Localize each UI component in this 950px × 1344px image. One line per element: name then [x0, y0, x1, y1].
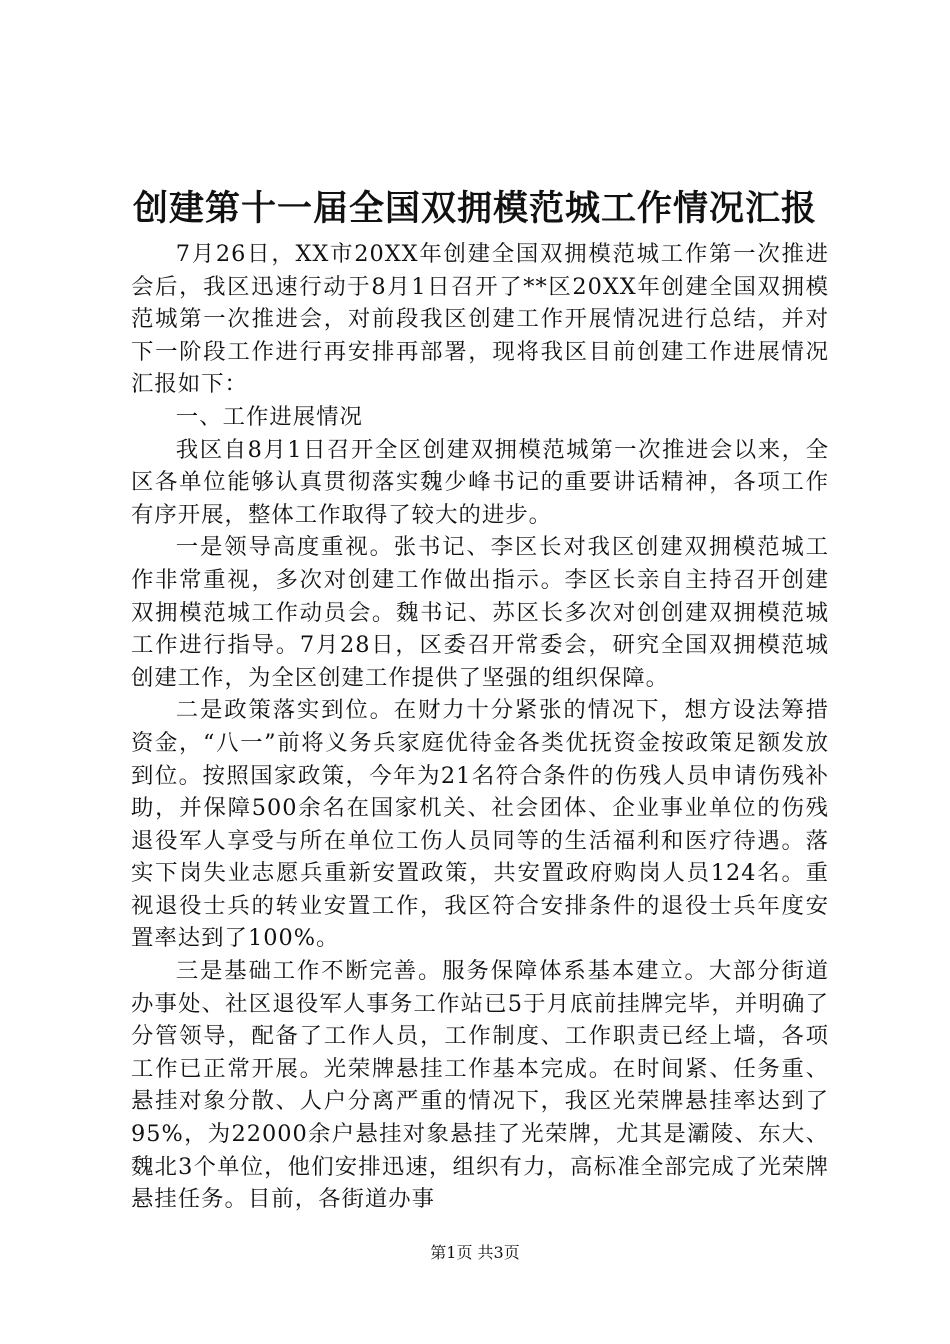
- page-footer: 第1页 共3页: [430, 1243, 520, 1262]
- paragraph-overview: 我区自8月1日召开全区创建双拥模范城第一次推进会以来，全区各单位能够认真贯彻落实魏少峰书记的重要讲话精神，各项工作有序开展，整体工作取得了较大的进步。: [131, 436, 829, 528]
- document-body: [131, 238, 829, 1216]
- paragraph-intro: 7月26日，XX市20XX年创建全国双拥模范城工作第一次推进会后，我区迅速行动于8月1日召开了**区20XX年创建全国双拥模范城第一次推进会，对前段我区创建工作开展情况进行总结，并对下一阶段工作进行再安排再部署，现将我区目前创建工作进展情况汇报如下：: [131, 241, 829, 398]
- document-title: 创建第十一届全国双拥模范城工作情况汇报: [132, 188, 817, 229]
- section-heading: 一、工作进展情况: [175, 403, 363, 430]
- paragraph-policy: 二是政策落实到位。在财力十分紧张的情况下，想方设法筹措资金，“八一”前将义务兵家庭优待金各类优抚资金按政策足额发放到位。按照国家政策，今年为21名符合条件的伤残人员申请伤残补助，并保障500余名在国家机关、社会团体、企业事业单位的伤残退役军人享受与所在单位工伤人员同等的生活福利和医疗待遇。落实下岗失业志愿兵重新安置政策，共安置政府购岗人员124名。重视退役士兵的转业安置工作，我区符合安排条件的退役士兵年度安置率达到了100%。: [131, 697, 829, 952]
- paragraph-leadership: 一是领导高度重视。张书记、李区长对我区创建双拥模范城工作非常重视，多次对创建工作做出指示。李区长亲自主持召开创建双拥模范城工作动员会。魏书记、苏区长多次对创创建双拥模范城工作进行指导。7月28日，区委召开常委会，研究全国双拥模范城创建工作，为全区创建工作提供了坚强的组织保障。: [131, 534, 829, 691]
- paragraph-foundation: 三是基础工作不断完善。服务保障体系基本建立。大部分街道办事处、社区退役军人事务工作站已5于月底前挂牌完毕，并明确了分管领导，配备了工作人员，工作制度、工作职责已经上墙，各项工作已正常开展。光荣牌悬挂工作基本完成。在时间紧、任务重、悬挂对象分散、人户分离严重的情况下，我区光荣牌悬挂率达到了95%，为22000余户悬挂对象悬挂了光荣牌，尤其是灞陵、东大、魏北3个单位，他们安排迅速，组织有力，高标准全部完成了光荣牌悬挂任务。目前，各街道办事: [131, 958, 829, 1213]
